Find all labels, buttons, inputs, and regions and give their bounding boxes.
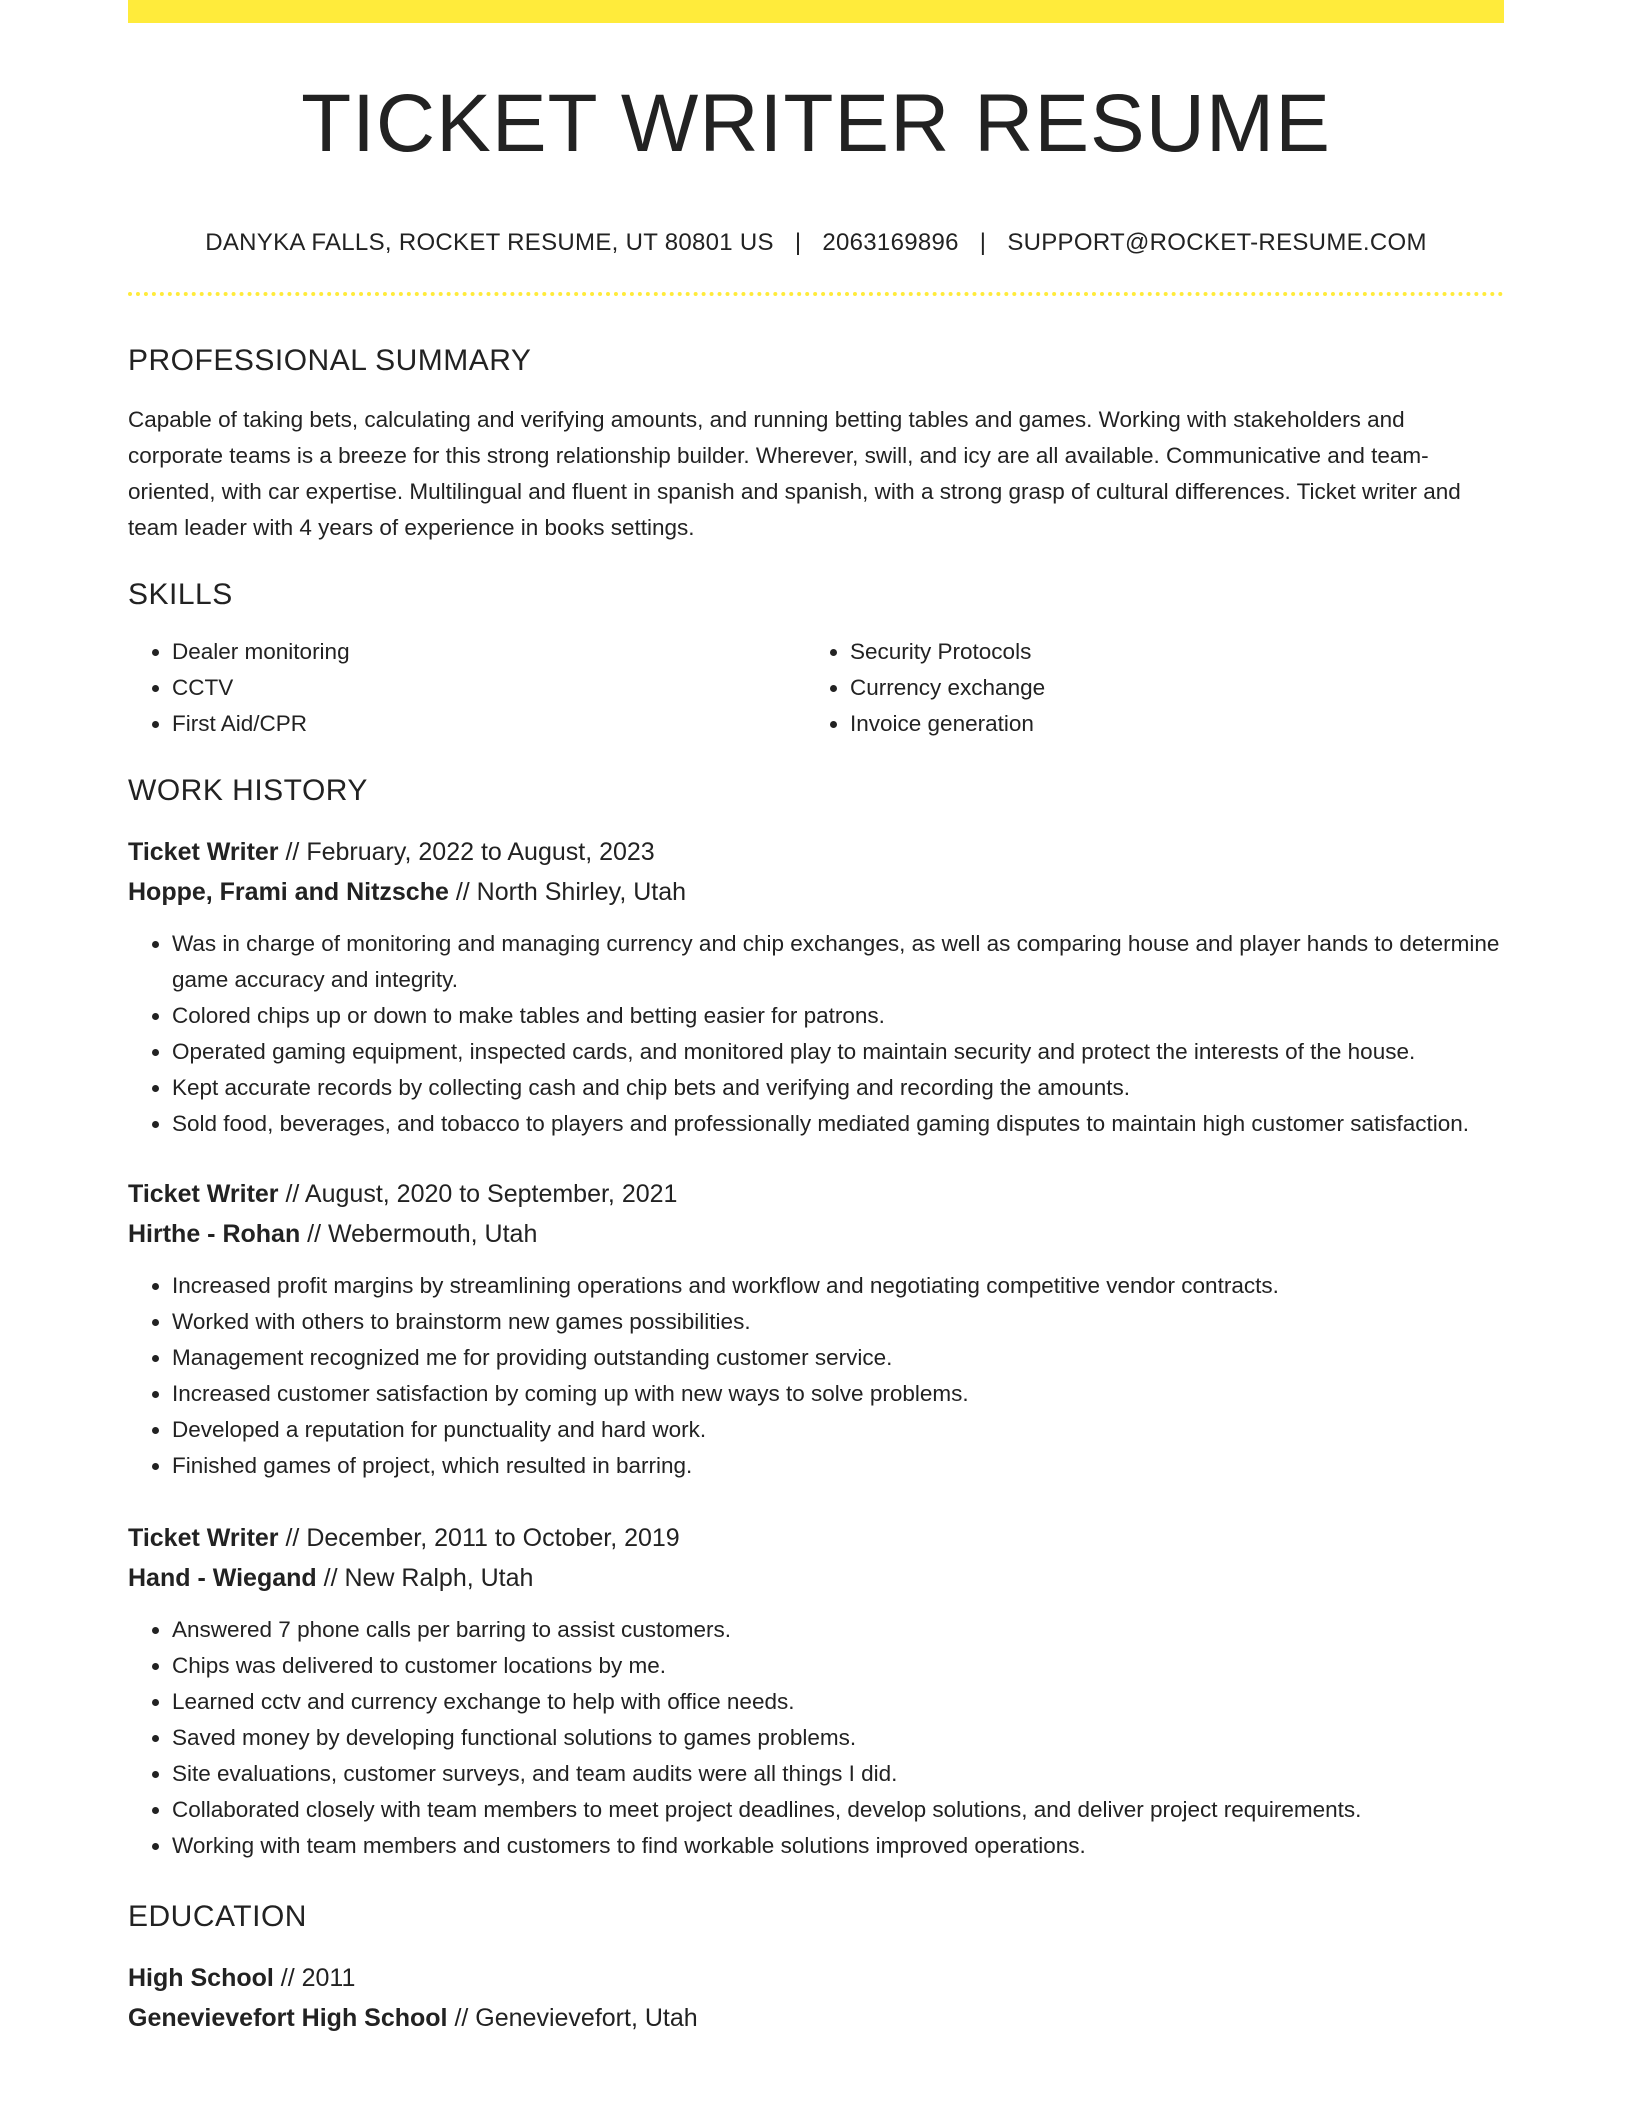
contact-separator: | (979, 229, 987, 256)
job-bullet: • Answered 7 phone calls per barring to assist customers. (172, 1612, 1504, 1648)
contact-line (128, 231, 1504, 255)
skill-item: • Security Protocols (850, 634, 1484, 670)
education-location: // Genevievefort, Utah (447, 2004, 698, 2032)
job-company: Hoppe, Frami and Nitzsche (128, 878, 449, 906)
job-bullets (128, 1612, 1504, 1864)
skills-column-right (806, 634, 1484, 742)
education-school: Genevievefort High School (128, 2004, 448, 2032)
job-bullet: • Collaborated closely with team members to meet project deadlines, develop solutions, and deliver project requirements. (172, 1792, 1504, 1828)
job-dates: // August, 2020 to September, 2021 (278, 1180, 678, 1208)
job-bullet: • Colored chips up or down to make tables and betting easier for patrons. (172, 998, 1504, 1034)
summary-heading: PROFESSIONAL SUMMARY (128, 344, 532, 377)
job-entry (128, 832, 1504, 1142)
job-role-line (128, 1174, 1504, 1214)
resume-title: TICKET WRITER RESUME (301, 78, 1331, 169)
job-company: Hand - Wiegand (128, 1564, 317, 1592)
skills-column-left (128, 634, 806, 742)
job-bullet: • Working with team members and customers to find workable solutions improved operations. (172, 1828, 1504, 1864)
job-bullet: • Worked with others to brainstorm new games possibilities. (172, 1304, 1504, 1340)
job-role-line (128, 832, 1504, 872)
skills-heading: SKILLS (128, 578, 233, 611)
summary-text: Capable of taking bets, calculating and verifying amounts, and running betting tables and games. Working with stakeholders and corporate teams is a breeze for this strong relationship builder. Wherever, swill, and icy are all available. Communicative and team-oriented, with car expertise. Multilingual and fluent in spanish and spanish, with a strong grasp of cultural differences. Ticket writer and team leader with 4 years of experience in books settings. (128, 407, 1461, 540)
work-history-heading: WORK HISTORY (128, 774, 368, 807)
education-heading: EDUCATION (128, 1900, 307, 1933)
job-company-line (128, 1558, 1504, 1598)
job-bullet: • Saved money by developing functional solutions to games problems. (172, 1720, 1504, 1756)
job-bullet: • Management recognized me for providing outstanding customer service. (172, 1340, 1504, 1376)
skill-item: • CCTV (172, 670, 806, 706)
job-bullet: • Chips was delivered to customer locations by me. (172, 1648, 1504, 1684)
job-entry (128, 1518, 1504, 1864)
job-location: // New Ralph, Utah (316, 1564, 534, 1592)
top-accent-bar (128, 0, 1504, 23)
job-company: Hirthe - Rohan (128, 1220, 301, 1248)
job-bullet: • Kept accurate records by collecting cash and chip bets and verifying and recording the amounts. (172, 1070, 1504, 1106)
skill-item: • Invoice generation (850, 706, 1484, 742)
education-degree: High School (128, 1964, 274, 1992)
education-year: // 2011 (273, 1964, 356, 1992)
job-bullet: • Finished games of project, which resulted in barring. (172, 1448, 1504, 1484)
job-bullet: • Learned cctv and currency exchange to help with office needs. (172, 1684, 1504, 1720)
job-bullet: • Developed a reputation for punctuality and hard work. (172, 1412, 1504, 1448)
job-role: Ticket Writer (128, 1180, 279, 1208)
dotted-divider (128, 292, 1504, 296)
skill-item: • First Aid/CPR (172, 706, 806, 742)
skill-item: • Dealer monitoring (172, 634, 806, 670)
education-school-line (128, 1998, 1504, 2038)
job-location: // Webermouth, Utah (300, 1220, 538, 1248)
education-entry (128, 1958, 1504, 2038)
job-dates: // December, 2011 to October, 2019 (278, 1524, 680, 1552)
job-bullets (128, 926, 1504, 1142)
job-bullet: • Increased customer satisfaction by coming up with new ways to solve problems. (172, 1376, 1504, 1412)
job-bullet: • Was in charge of monitoring and managing currency and chip exchanges, as well as comparing house and player hands to determine game accuracy and integrity. (172, 926, 1504, 998)
job-bullet: • Sold food, beverages, and tobacco to players and professionally mediated gaming disputes to maintain high customer satisfaction. (172, 1106, 1504, 1142)
job-bullet: • Increased profit margins by streamlining operations and workflow and negotiating competitive vendor contracts. (172, 1268, 1504, 1304)
job-role: Ticket Writer (128, 1524, 279, 1552)
job-dates: // February, 2022 to August, 2023 (278, 838, 655, 866)
skills-list (128, 634, 1504, 742)
resume-page (128, 0, 1504, 2038)
job-bullets (128, 1268, 1504, 1484)
job-entry (128, 1174, 1504, 1484)
job-bullet: • Site evaluations, customer surveys, and team audits were all things I did. (172, 1756, 1504, 1792)
job-role: Ticket Writer (128, 838, 279, 866)
skill-item: • Currency exchange (850, 670, 1484, 706)
contact-email: SUPPORT@ROCKET-RESUME.COM (1007, 229, 1427, 256)
education-degree-line (128, 1958, 1504, 1998)
job-bullet: • Operated gaming equipment, inspected cards, and monitored play to maintain security and protect the interests of the house. (172, 1034, 1504, 1070)
job-company-line (128, 872, 1504, 912)
contact-phone: 2063169896 (822, 229, 959, 256)
contact-address: DANYKA FALLS, ROCKET RESUME, UT 80801 US (205, 229, 774, 256)
job-location: // North Shirley, Utah (448, 878, 687, 906)
job-role-line (128, 1518, 1504, 1558)
job-company-line (128, 1214, 1504, 1254)
contact-separator: | (794, 229, 802, 256)
